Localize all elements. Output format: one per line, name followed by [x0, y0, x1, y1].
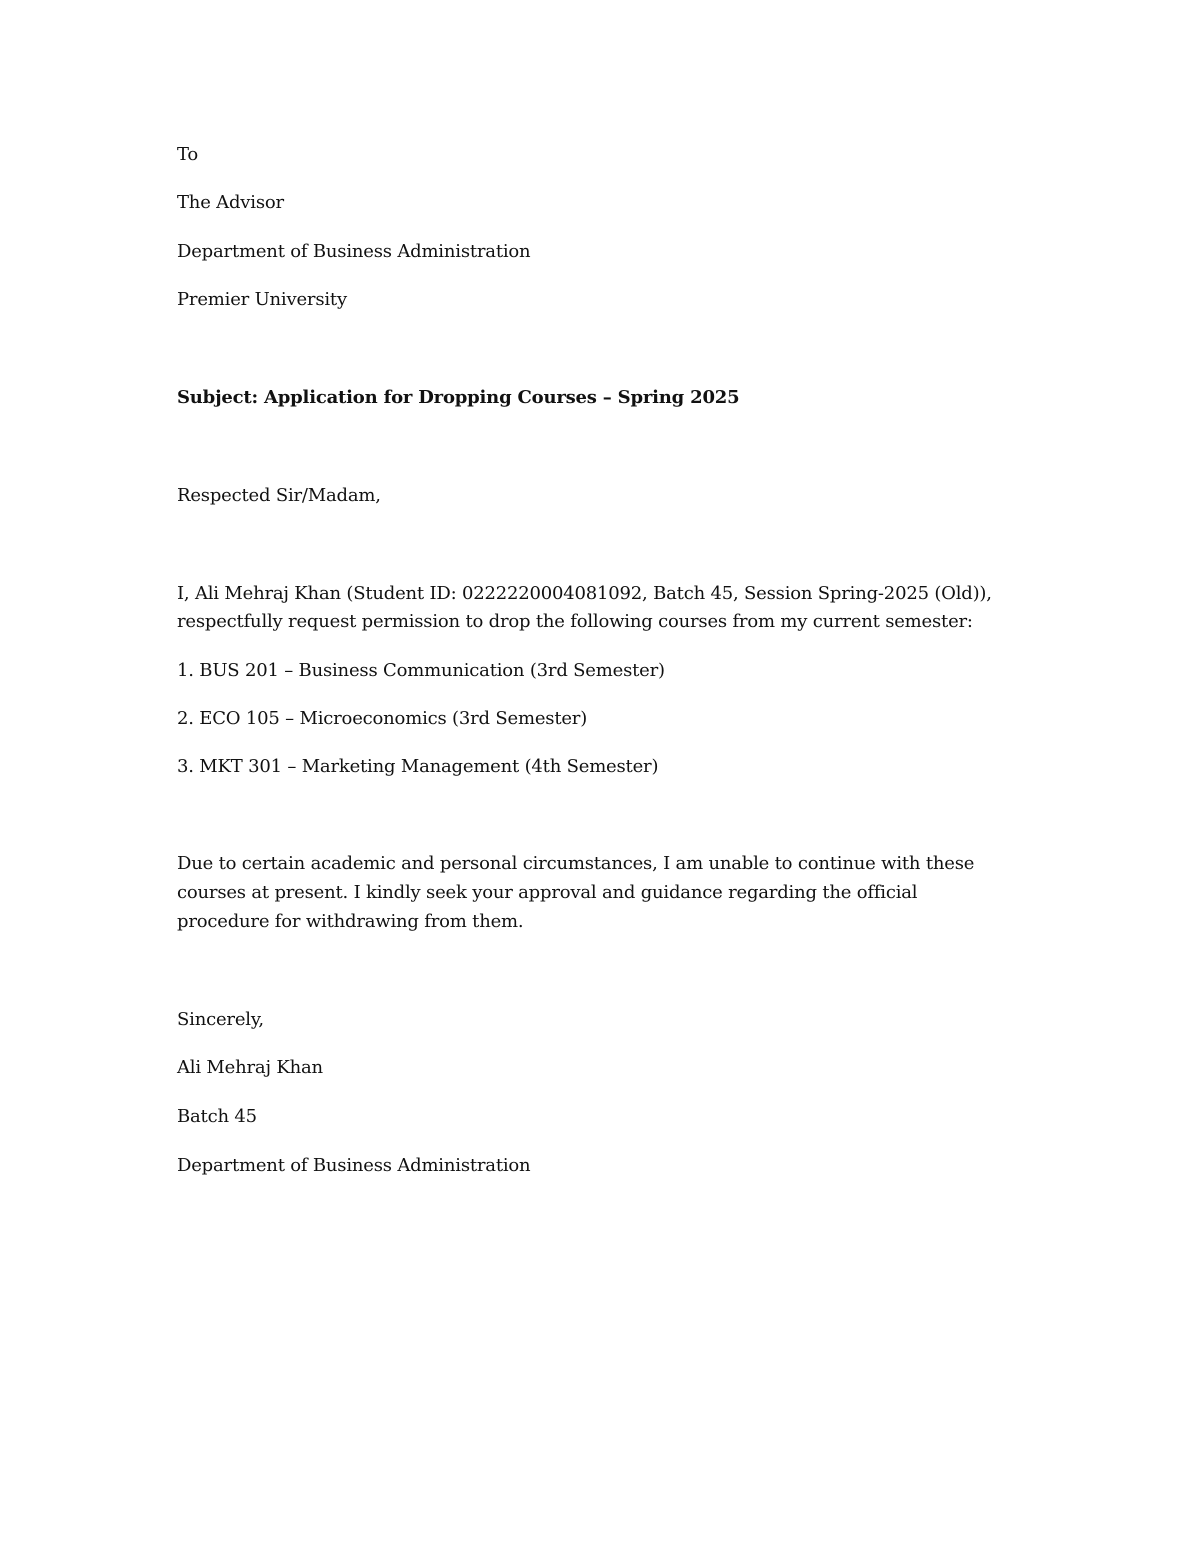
reason-line-2: courses at present. I kindly seek your approval and guidance regarding the official [177, 882, 918, 903]
course-item: 3. MKT 301 – Marketing Management (4th Semester) [177, 756, 659, 777]
letter-subject: Subject: Application for Dropping Courses – Spring 2025 [177, 387, 740, 408]
closing-signoff: Sincerely, [177, 1009, 264, 1030]
recipient-title: The Advisor [177, 192, 284, 213]
signature-name: Ali Mehraj Khan [177, 1057, 323, 1078]
recipient-department: Department of Business Administration [177, 241, 531, 262]
course-item: 2. ECO 105 – Microeconomics (3rd Semester) [177, 708, 588, 729]
recipient-university: Premier University [177, 289, 347, 310]
recipient-to: To [177, 144, 199, 165]
intro-line-1: I, Ali Mehraj Khan (Student ID: 0222220004081092, Batch 45, Session Spring-2025 (Old)), [177, 583, 992, 604]
signature-batch: Batch 45 [177, 1106, 257, 1127]
reason-line-1: Due to certain academic and personal circumstances, I am unable to continue with these [177, 853, 975, 874]
intro-line-2: respectfully request permission to drop the following courses from my current semester: [177, 611, 973, 632]
course-item: 1. BUS 201 – Business Communication (3rd Semester) [177, 660, 665, 681]
reason-line-3: procedure for withdrawing from them. [177, 911, 524, 932]
signature-department: Department of Business Administration [177, 1155, 531, 1176]
salutation: Respected Sir/Madam, [177, 485, 381, 506]
